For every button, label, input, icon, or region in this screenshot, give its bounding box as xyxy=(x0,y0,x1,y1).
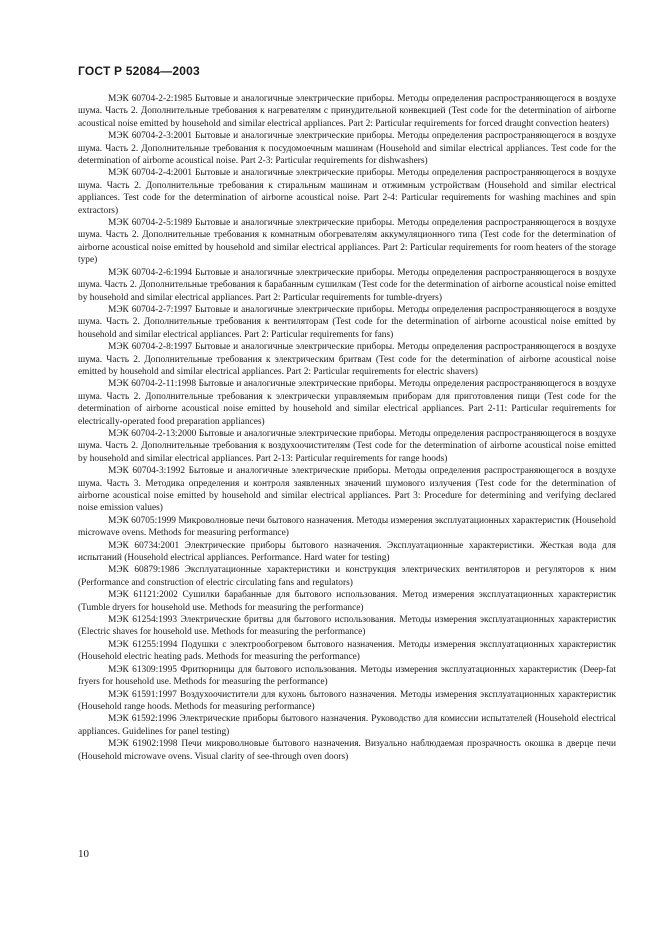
page-header-title: ГОСТ Р 52084—2003 xyxy=(78,64,200,78)
reference-entry: МЭК 60705:1999 Микроволновые печи бытового назначения. Методы измерения эксплуатационных характеристик (Household microwave ovens. Methods for measuring performance) xyxy=(78,515,616,539)
reference-entry: МЭК 61121:2002 Сушилки барабанные для бытового использования. Метод измерения эксплуатационных характеристик (Tumble dryers for household use. Methods for measuring the performance) xyxy=(78,590,616,613)
reference-entry: МЭК 60704-2-3:2001 Бытовые и аналогичные электрические приборы. Методы определения распространяющегося в воздухе шума. Часть 2. Дополнительные требования к посудомоечным машинам (Household and similar electrical appliances. Test code for the determination of airborne acoustical noise. Part 2-3: Particular requirements for dishwashers) xyxy=(78,131,616,167)
reference-entry: МЭК 60704-2-5:1989 Бытовые и аналогичные электрические приборы. Методы определения распространяющегося в воздухе шума. Часть 2. Дополнительные требования к комнатным обогревателям аккумуляционного типа (Test code for the determination of airborne acoustical noise emitted by household and similar electrical appliances. Part 2: Particular requirements for room heaters of the storage type) xyxy=(78,218,616,266)
reference-entry: МЭК 60704-2-11:1998 Бытовые и аналогичные электрические приборы. Методы определения распространяющегося в воздухе шума. Часть 2. Дополнительные требования к электрически управляемым приборам для приготовления пищи (Test code for the determination of airborne acoustical noise emitted by household and similar electrical appliances. Part 2-11: Particular requirements for electrically-operated food preparation appliances) xyxy=(78,379,616,427)
reference-entry: МЭК 60704-2-8:1997 Бытовые и аналогичные электрические приборы. Методы определения распространяющегося в воздухе шума. Часть 2. Дополнительные требования к электрическим бритвам (Test code for the determination of airborne acoustical noise emitted by household and similar electrical appliances. Part 2: Particular requirements for electric shavers) xyxy=(78,342,616,377)
reference-list xyxy=(78,93,616,763)
reference-entry: МЭК 60704-3:1992 Бытовые и аналогичные электрические приборы. Методы определения распространяющегося в воздухе шума. Часть 3. Методика определения и контроля заявленных значений шумового излучения (Test code for the determination of airborne acoustical noise emitted by household and similar electrical appliances. Part 3: Procedure for determining and verifying declared noise emission values) xyxy=(78,466,616,514)
page-number: 10 xyxy=(78,848,89,860)
reference-entry: МЭК 61309:1995 Фритюрницы для бытового использования. Методы измерения эксплуатационных характеристик (Deep-fat fryers for household use. Methods for measuring the performance) xyxy=(78,664,616,688)
reference-entry: МЭК 60734:2001 Электрические приборы бытового назначения. Эксплуатационные характеристики. Жесткая вода для испытаний (Household electrical appliances. Performance. Hard water for testing) xyxy=(78,540,616,564)
reference-entry: МЭК 61254:1993 Электрические бритвы для бытового использования. Методы измерения эксплуатационных характеристик (Electric shaves for household use. Methods for measuring the performance) xyxy=(78,615,616,638)
reference-entry: МЭК 61902:1998 Печи микроволновые бытового назначения. Визуально наблюдаемая прозрачность окошка в дверце печи (Household microwave ovens. Visual clarity of see-through oven doors) xyxy=(78,739,616,762)
reference-entry: МЭК 61591:1997 Воздухоочистители для кухонь бытового назначения. Методы измерения эксплуатационных характеристик (Household range hoods. Methods for measuring performance) xyxy=(78,689,616,712)
reference-entry: МЭК 60704-2-13:2000 Бытовые и аналогичные электрические приборы. Методы определения распространяющегося в воздухе шума. Часть 2. Дополнительные требования к воздухоочистителям (Test code for the determination of airborne acoustical noise emitted by household and similar electrical appliances. Part 2-13: Particular requirements for range hoods) xyxy=(78,428,616,464)
reference-entry: МЭК 60704-2-6:1994 Бытовые и аналогичные электрические приборы. Методы определения распространяющегося в воздухе шума. Часть 2. Дополнительные требования к барабанным сушилкам (Test code for the determination of airborne acoustical noise emitted by household and similar electrical appliances. Part 2: Particular requirements for tumble-dryers) xyxy=(78,267,616,303)
reference-entry: МЭК 60704-2-4:2001 Бытовые и аналогичные электрические приборы. Методы определения распространяющегося в воздухе шума. Часть 2. Дополнительные требования к стиральным машинам и отжимным устройствам (Household and similar electrical appliances. Test code for the determination of airborne acoustical noise. Part 2-4: Particular requirements for washing machines and spin extractors) xyxy=(78,168,616,216)
reference-entry: МЭК 61592:1996 Электрические приборы бытового назначения. Руководство для комиссии испытателей (Household electrical appliances. Guidelines for panel testing) xyxy=(78,714,616,737)
reference-entry: МЭК 60879:1986 Эксплуатационные характеристики и конструкция электрических вентиляторов и регуляторов к ним (Performance and construction of electric circulating fans and regulators) xyxy=(78,565,616,588)
reference-entry: МЭК 60704-2-2:1985 Бытовые и аналогичные электрические приборы. Методы определения распространяющегося в воздухе шума. Часть 2. Дополнительные требования к нагревателям с принудительной конвекцией (Test code for the determination of airborne acoustical noise emitted by household and similar electrical appliances. Part 2: Particular requirements for forced draught convection heaters) xyxy=(78,94,616,129)
reference-entry: МЭК 60704-2-7:1997 Бытовые и аналогичные электрические приборы. Методы определения распространяющегося в воздухе шума. Часть 2. Дополнительные требования к вентиляторам (Test code for the determination of airborne acoustical noise emitted by household and similar electrical appliances. Part 2: Particular requirements for fans) xyxy=(78,304,616,340)
reference-entry: МЭК 61255:1994 Подушки с электрообогревом бытового назначения. Методы измерения эксплуатационных характеристик (Household electric heating pads. Methods for measuring the performance) xyxy=(78,639,616,663)
